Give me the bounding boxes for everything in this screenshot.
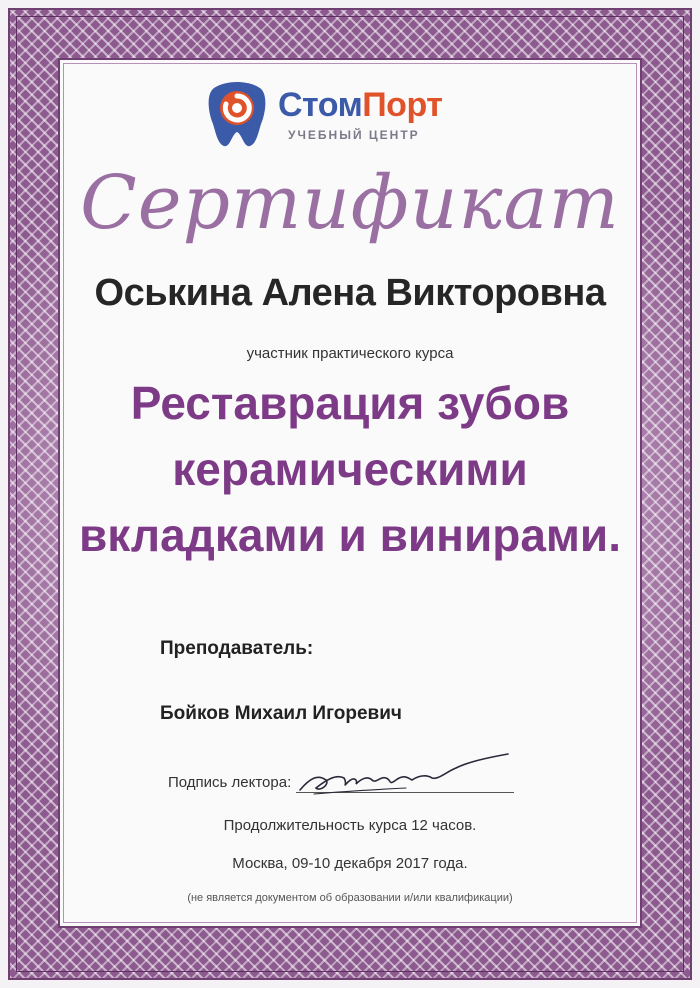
disclaimer: (не является документом об образовании и/или квалификации)	[187, 892, 513, 904]
course-title-line: керамическими	[172, 443, 528, 495]
teacher-name: Бойков Михаил Игоревич	[160, 703, 402, 724]
place-and-date: Москва, 09-10 декабря 2017 года.	[232, 855, 468, 872]
teacher-label: Преподаватель:	[160, 638, 314, 659]
logo-name	[278, 86, 442, 125]
course-duration: Продолжительность курса 12 часов.	[223, 817, 477, 834]
logo-subtitle: УЧЕБНЫЙ ЦЕНТР	[288, 128, 420, 142]
signature-label: Подпись лектора:	[168, 774, 292, 791]
handwritten-signature	[296, 750, 516, 800]
participant-text: участник практического курса	[246, 345, 454, 362]
course-title-line: Реставрация зубов	[130, 377, 570, 429]
logo-name-part1: Стом	[278, 86, 363, 124]
signature-row	[168, 770, 528, 800]
course-title	[40, 370, 660, 568]
tooth-logo-icon	[206, 82, 268, 148]
logo-name-part2: Порт	[362, 86, 443, 124]
course-title-line: вкладками и винирами.	[78, 509, 621, 561]
recipient-name: Оськина Алена Викторовна	[94, 272, 606, 314]
stomport-logo	[206, 80, 486, 154]
certificate-title: Сертификат	[80, 160, 620, 246]
